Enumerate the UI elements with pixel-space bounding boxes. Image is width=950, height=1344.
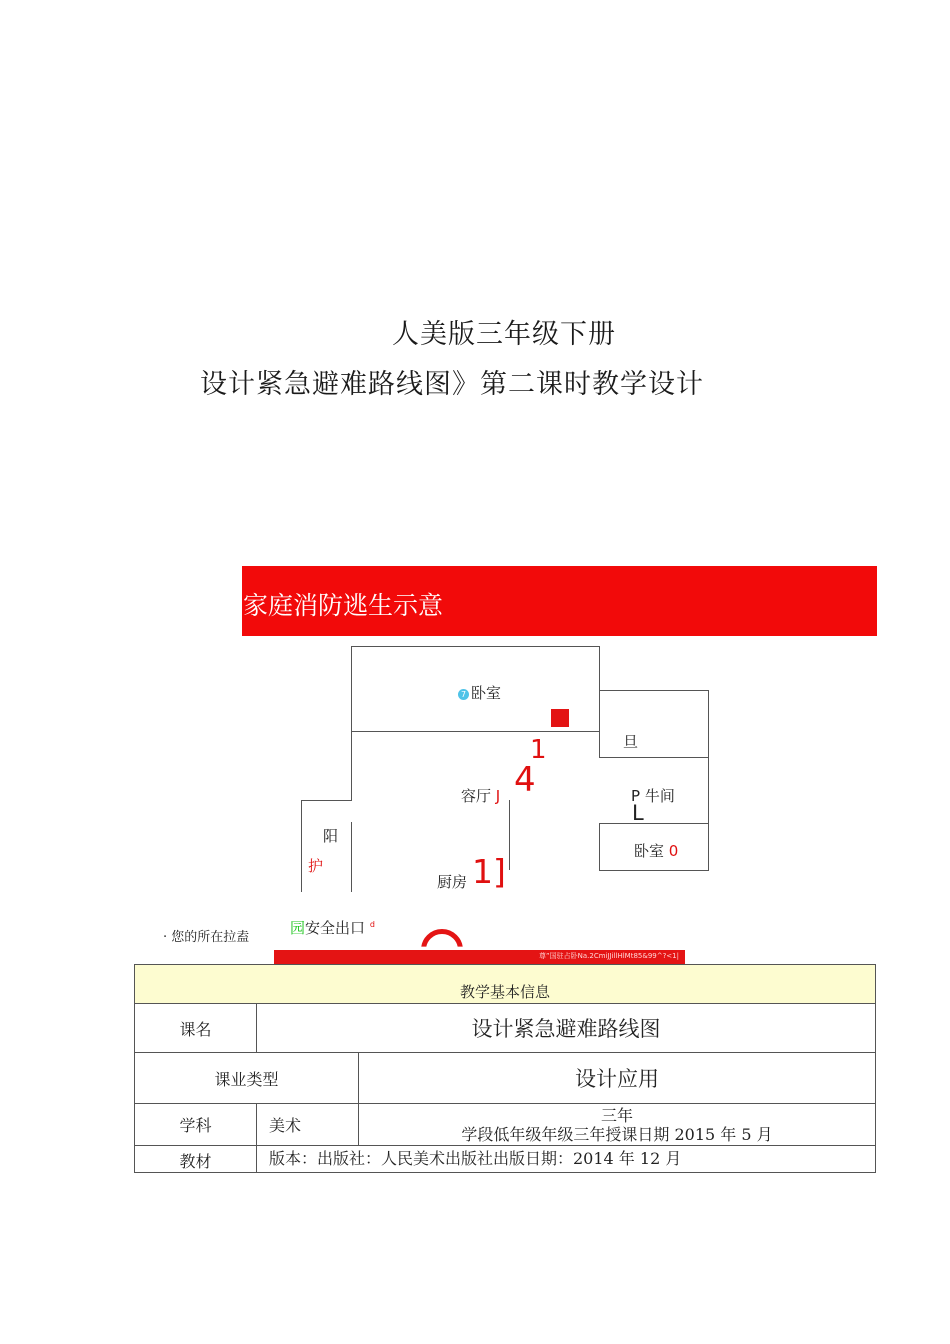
room-bathroom-label: P 牛间 (631, 787, 675, 805)
table-row (135, 1104, 876, 1146)
material-value: 版本：出版社：人民美术出版社出版日期：2014 年 12 月 (257, 1146, 876, 1173)
route-number-small: 1 (530, 735, 547, 765)
bedroom-right-mark: 0 (668, 842, 679, 860)
course-name-value: 设计紧急避难路线图 (257, 1004, 876, 1053)
room-balcony-label: 阳 (323, 827, 339, 845)
safe-exit-label: 安全出口 (305, 919, 366, 937)
safe-exit-icon: 园 (290, 919, 306, 937)
table-row (135, 1146, 876, 1173)
room-living (461, 785, 500, 806)
room-right-top-label: 旦 (623, 733, 639, 751)
subject-label: 学科 (135, 1104, 257, 1146)
wall (599, 870, 708, 871)
wall (599, 646, 600, 758)
wall (599, 757, 708, 758)
living-room-mark: J (495, 787, 501, 805)
bedroom-right-label: 卧室 (634, 842, 665, 860)
wall (351, 731, 352, 801)
wall (351, 646, 600, 647)
grade-line-1: 三年 (600, 1105, 633, 1125)
course-name-label: 课名 (135, 1004, 257, 1053)
grade-line-2: 学段低年级年级三年授课日期 2015 年 5 月 (461, 1124, 773, 1144)
wall (351, 731, 600, 732)
wall (351, 822, 352, 892)
table-row (135, 965, 876, 1004)
room-bedroom-right (634, 840, 678, 861)
bedroom-top-label: 卧室 (471, 684, 502, 702)
table-header: 教学基本信息 (135, 965, 876, 1004)
legend-safe-exit (290, 917, 375, 938)
teaching-info-table (134, 964, 876, 1173)
wall (301, 800, 302, 892)
diagram-banner-title: 家庭消防逃生示意 (243, 591, 444, 620)
wall (708, 690, 709, 871)
safe-exit-sup: d (369, 920, 375, 929)
bathroom-mark: L (632, 801, 644, 825)
bedroom-number-badge: 7 (458, 689, 469, 700)
legend-current-location: · 您的所在拉盍 (163, 930, 250, 945)
wall (509, 800, 510, 870)
wall (599, 690, 708, 691)
kitchen-mark: 1] (472, 852, 506, 891)
wall (301, 800, 352, 801)
course-type-value: 设计应用 (359, 1053, 876, 1104)
balcony-sub-label: 护 (308, 857, 324, 875)
material-label: 教材 (135, 1146, 257, 1173)
wall (599, 823, 600, 871)
document-title-line-2: 设计紧急避难路线图》第二课时教学设计 (200, 369, 704, 400)
wall (599, 823, 708, 824)
diagram-banner (242, 566, 877, 636)
table-row (135, 1053, 876, 1104)
course-type-label: 课业类型 (135, 1053, 359, 1104)
current-location-marker (551, 709, 569, 727)
diagram-footer-note: 尊”国驻占卧Na.2CmiJJillHlMt85&99^?<1| (539, 952, 679, 960)
room-bedroom-top (458, 682, 501, 703)
document-title-line-1: 人美版三年级下册 (392, 319, 616, 350)
wall (351, 646, 352, 732)
grade-date-cell (359, 1104, 876, 1146)
subject-value: 美术 (257, 1104, 359, 1146)
room-kitchen-label: 厨房 (437, 873, 468, 891)
diagram-footer-bar (274, 950, 685, 964)
living-room-label: 容厅 (461, 787, 492, 805)
table-row (135, 1004, 876, 1053)
route-number-large: 4 (514, 760, 536, 800)
